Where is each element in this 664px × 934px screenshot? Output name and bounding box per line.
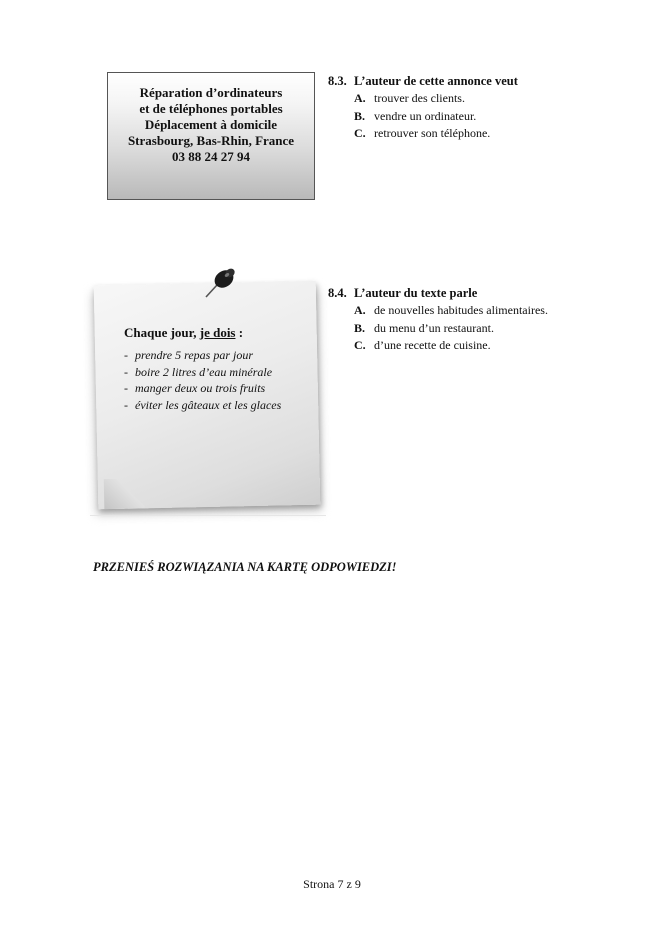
- note-list: [124, 347, 314, 413]
- list-item: - manger deux ou trois fruits: [124, 380, 314, 397]
- option-text: vendre un ordinateur.: [374, 108, 477, 123]
- option-a: [328, 90, 518, 108]
- option-text: de nouvelles habitudes alimentaires.: [374, 303, 548, 317]
- option-text: trouver des clients.: [374, 91, 465, 105]
- list-item: - prendre 5 repas par jour: [124, 347, 314, 364]
- question-8-4: [328, 285, 548, 355]
- ad-line: Réparation d’ordinateurs: [139, 85, 283, 100]
- question-text: L’auteur du texte parle: [354, 286, 478, 300]
- option-letter: B.: [354, 108, 366, 123]
- option-c: [328, 125, 518, 143]
- ad-line: et de téléphones portables: [139, 101, 283, 116]
- list-item: - éviter les gâteaux et les glaces: [124, 397, 314, 414]
- ad-line: Strasbourg, Bas-Rhin, France: [127, 133, 295, 148]
- question-prompt: [328, 73, 518, 90]
- option-c: [328, 337, 548, 355]
- option-letter: A.: [354, 91, 366, 105]
- note-content: [124, 325, 314, 413]
- push-pin-icon: [200, 265, 240, 301]
- option-text: du menu d’un restaurant.: [374, 320, 494, 335]
- ad-phone: 03 88 24 27 94: [172, 149, 250, 164]
- advertisement-box: [107, 72, 315, 200]
- note-heading-suffix: :: [235, 325, 244, 340]
- option-b: [328, 320, 548, 338]
- option-letter: B.: [354, 320, 366, 335]
- note-heading: [124, 325, 314, 341]
- note-curl: [104, 478, 145, 509]
- question-text: L’auteur de cette annonce veut: [354, 74, 518, 88]
- question-prompt: [328, 285, 548, 302]
- option-text: d’une recette de cuisine.: [374, 338, 491, 352]
- option-letter: C.: [354, 126, 366, 140]
- note-heading-prefix: Chaque jour,: [124, 325, 200, 340]
- transfer-instruction: PRZENIEŚ ROZWIĄZANIA NA KARTĘ ODPOWIEDZI!: [93, 560, 397, 574]
- list-item: - boire 2 litres d’eau minérale: [124, 364, 314, 381]
- option-a: [328, 302, 548, 320]
- question-number: 8.4.: [328, 286, 347, 300]
- option-letter: A.: [354, 303, 366, 317]
- option-text: retrouver son téléphone.: [374, 126, 491, 140]
- note-heading-underlined: je dois: [199, 325, 236, 340]
- question-number: 8.3.: [328, 74, 347, 88]
- sticky-note-figure: [90, 265, 326, 515]
- question-8-3: [328, 73, 518, 143]
- option-letter: C.: [354, 338, 366, 352]
- option-b: [328, 108, 518, 126]
- ad-line: Déplacement à domicile: [144, 117, 278, 132]
- figure-divider: [90, 515, 326, 516]
- page-number: Strona 7 z 9: [303, 877, 361, 891]
